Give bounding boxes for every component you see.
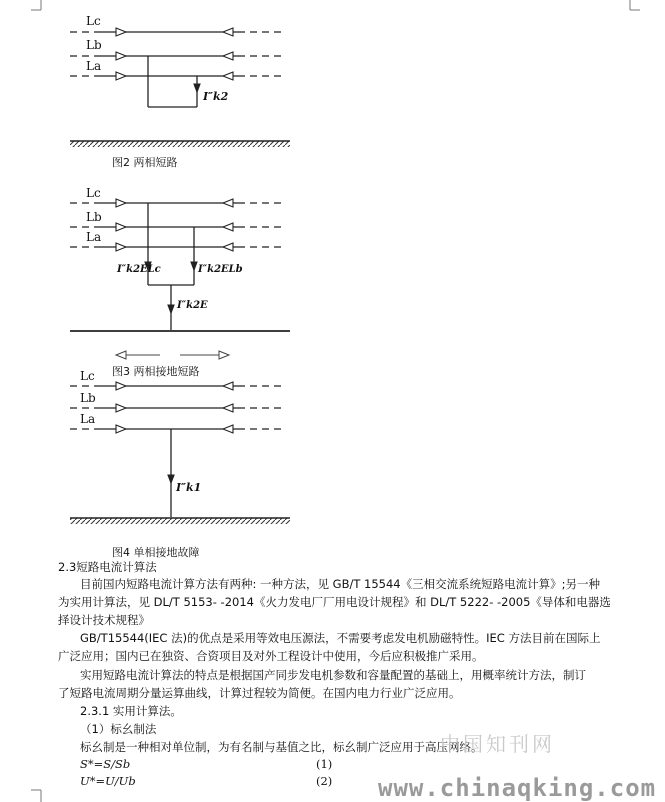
fig4-label-lb: Lb: [80, 391, 96, 405]
fig2-phase-lines: [70, 32, 285, 107]
fig3-current-lb: I″k2ELb: [198, 264, 243, 275]
fig2-label-lb: Lb: [86, 38, 102, 52]
paragraph-3-line-1: 实用短路电流计算法的特点是根据国产同步发电机参数和容量配置的基础上，用概率统计方法，制订: [80, 668, 586, 682]
paragraph-2-line-2: 广泛应用；国内已在独资、合资项目及对外工程设计中使用，今后应积极推广采用。: [58, 649, 484, 663]
fig3-caption: 图3 两相接地短路: [112, 365, 200, 378]
fig3-label-lb: Lb: [86, 210, 102, 224]
fig2-arrows: [116, 28, 233, 92]
fig4-caption: 图4 单相接地故障: [112, 546, 200, 559]
fig4-label-la: La: [80, 412, 96, 426]
fig4-ground: [70, 518, 290, 524]
fig2-current-label: I″k2: [203, 90, 229, 103]
fig4-label-lc: Lc: [80, 369, 95, 383]
fig2-caption: 图2 两相短路: [112, 156, 178, 169]
formula-1-number: (1): [316, 757, 333, 771]
watermark-url: www.chinaqking.com: [378, 774, 657, 802]
subheading: 2.3.1 实用计算法。: [80, 704, 182, 718]
watermark-cn: 中国知刊网: [440, 732, 555, 756]
fig3-range-arrows: [116, 351, 229, 359]
section-heading: 2.3短路电流计算法: [58, 560, 157, 574]
paragraph-2-line-1: GB/T15544(IEC 法)的优点是采用等效电压源法，不需要考虑发电机励磁特性。IEC 方法目前在国际上: [80, 631, 601, 645]
paragraph-1-line-2: 为实用计算法，见 DL/T 5153- -2014《火力发电厂厂用电设计规程》和 DL/T 5222- -2005《导体和电器选: [58, 595, 611, 609]
fig2-ground: [70, 141, 290, 147]
paragraph-3-line-2: 了短路电流周期分量运算曲线，计算过程较为简便。在国内电力行业广泛应用。: [58, 686, 461, 700]
fig4-phase-lines: [70, 386, 285, 517]
fig3-label-lc: Lc: [86, 186, 101, 200]
paragraph-1-line-3: 择设计技术规程》: [58, 613, 150, 627]
fig2-label-la: La: [86, 59, 102, 73]
method-title: （1）标幺制法: [80, 722, 157, 736]
formula-2: U*=U/Ub: [80, 774, 136, 788]
formula-1: S*=S/Sb: [80, 757, 131, 771]
fig4-arrows: [116, 382, 233, 483]
formula-2-number: (2): [316, 774, 333, 788]
fig2-label-lc: Lc: [86, 14, 101, 28]
fig3-label-la: La: [86, 230, 102, 244]
paragraph-1-line-1: 目前国内短路电流计算方法有两种: 一种方法，见 GB/T 15544《三相交流系统短路电流计算》;另一种: [80, 577, 600, 591]
method-text: 标幺制是一种相对单位制，为有名制与基值之比，标幺制广泛应用于高压网络。: [80, 740, 483, 754]
fig3-arrows: [116, 199, 233, 313]
fig3-current-e: I″k2E: [177, 300, 208, 311]
fig3-current-lc: I″k2ELc: [117, 264, 161, 275]
fig4-current-label: I″k1: [176, 481, 202, 494]
